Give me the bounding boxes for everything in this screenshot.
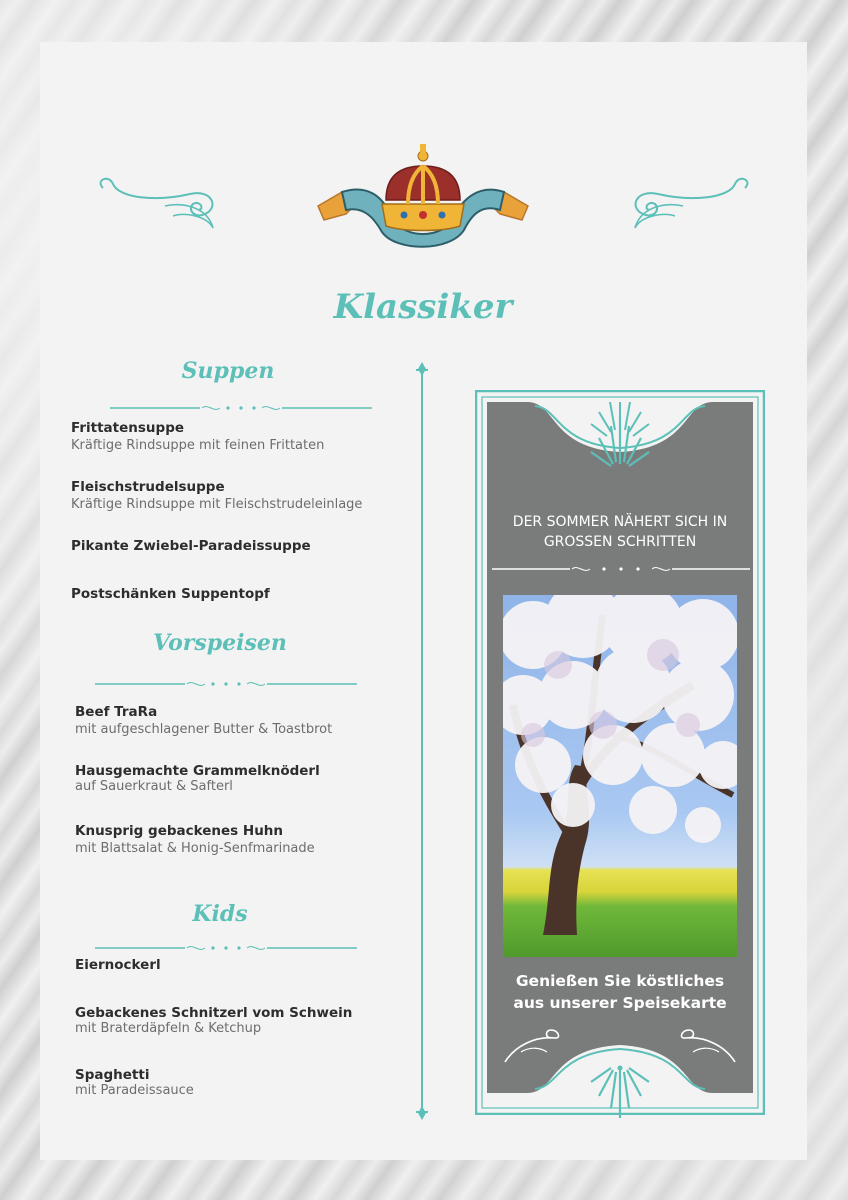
promo-card (475, 390, 765, 1115)
card-cta-line1: Genießen Sie köstliches (515, 972, 725, 990)
menu-item (75, 1067, 405, 1107)
card-caption (475, 512, 765, 552)
card-caption-line2: GROSSEN SCHRITTEN (543, 534, 697, 550)
tree-illustration (503, 595, 737, 957)
menu-item-name: Fleischstrudelsuppe (71, 479, 225, 495)
menu-item-name: Pikante Zwiebel-Paradeissuppe (71, 538, 311, 554)
menu-item (75, 704, 405, 763)
vertical-divider (413, 360, 431, 1122)
menu-item-desc: mit aufgeschlagener Butter & Toastbrot (75, 722, 333, 737)
menu-item (75, 1005, 405, 1067)
page-title: Klassiker (333, 287, 513, 327)
card-caption-line1: DER SOMMER NÄHERT SICH IN (512, 514, 728, 530)
menu-item-name: Gebackenes Schnitzerl vom Schwein (75, 1005, 353, 1021)
menu-item-name: Knusprig gebackenes Huhn (75, 823, 284, 839)
sunburst-top-icon (587, 414, 653, 474)
menu-item-name: Postschänken Suppentopf (71, 586, 270, 602)
card-divider (492, 564, 750, 574)
menu-item-name: Eiernockerl (75, 957, 161, 973)
section-divider (95, 679, 357, 689)
menu-item-desc: Kräftige Rindsuppe mit Fleischstrudeleinlage (71, 497, 363, 512)
menu-list-suppen (71, 420, 401, 610)
menu-item-desc: mit Paradeissauce (75, 1083, 194, 1098)
section-divider (95, 943, 357, 953)
menu-item (71, 479, 401, 538)
section-title-kids: Kids (192, 901, 248, 927)
section-title-vorspeisen: Vorspeisen (153, 630, 287, 656)
left-flourish-icon (95, 176, 220, 236)
crown-with-ribbon-icon (312, 144, 534, 254)
section-title-suppen: Suppen (181, 358, 275, 384)
menu-item-name: Beef TraRa (75, 704, 158, 720)
menu-item-name: Frittatensuppe (71, 420, 185, 436)
blossom-tree-photo (503, 595, 737, 957)
menu-item (75, 763, 405, 823)
menu-list-kids (75, 957, 405, 1107)
sunburst-bottom-icon (587, 1058, 653, 1120)
menu-item (71, 538, 401, 586)
card-cta-line2: aus unserer Speisekarte (513, 994, 727, 1012)
menu-item-desc: mit Braterdäpfeln & Ketchup (75, 1021, 262, 1036)
menu-item-name: Spaghetti (75, 1067, 150, 1083)
menu-item-desc: mit Blattsalat & Honig-Senfmarinade (75, 841, 315, 856)
menu-item (71, 586, 401, 610)
menu-item-desc: auf Sauerkraut & Safterl (75, 779, 233, 794)
right-flourish-icon (628, 176, 753, 236)
menu-item (75, 957, 405, 1005)
section-divider (110, 403, 372, 413)
menu-list-vorspeisen (75, 704, 405, 863)
menu-item (75, 823, 405, 863)
menu-sheet (40, 42, 807, 1160)
menu-item-desc: Kräftige Rindsuppe mit feinen Frittaten (71, 438, 325, 453)
card-cta (475, 970, 765, 1014)
menu-item (71, 420, 401, 479)
menu-item-name: Hausgemachte Grammelknöderl (75, 763, 320, 779)
